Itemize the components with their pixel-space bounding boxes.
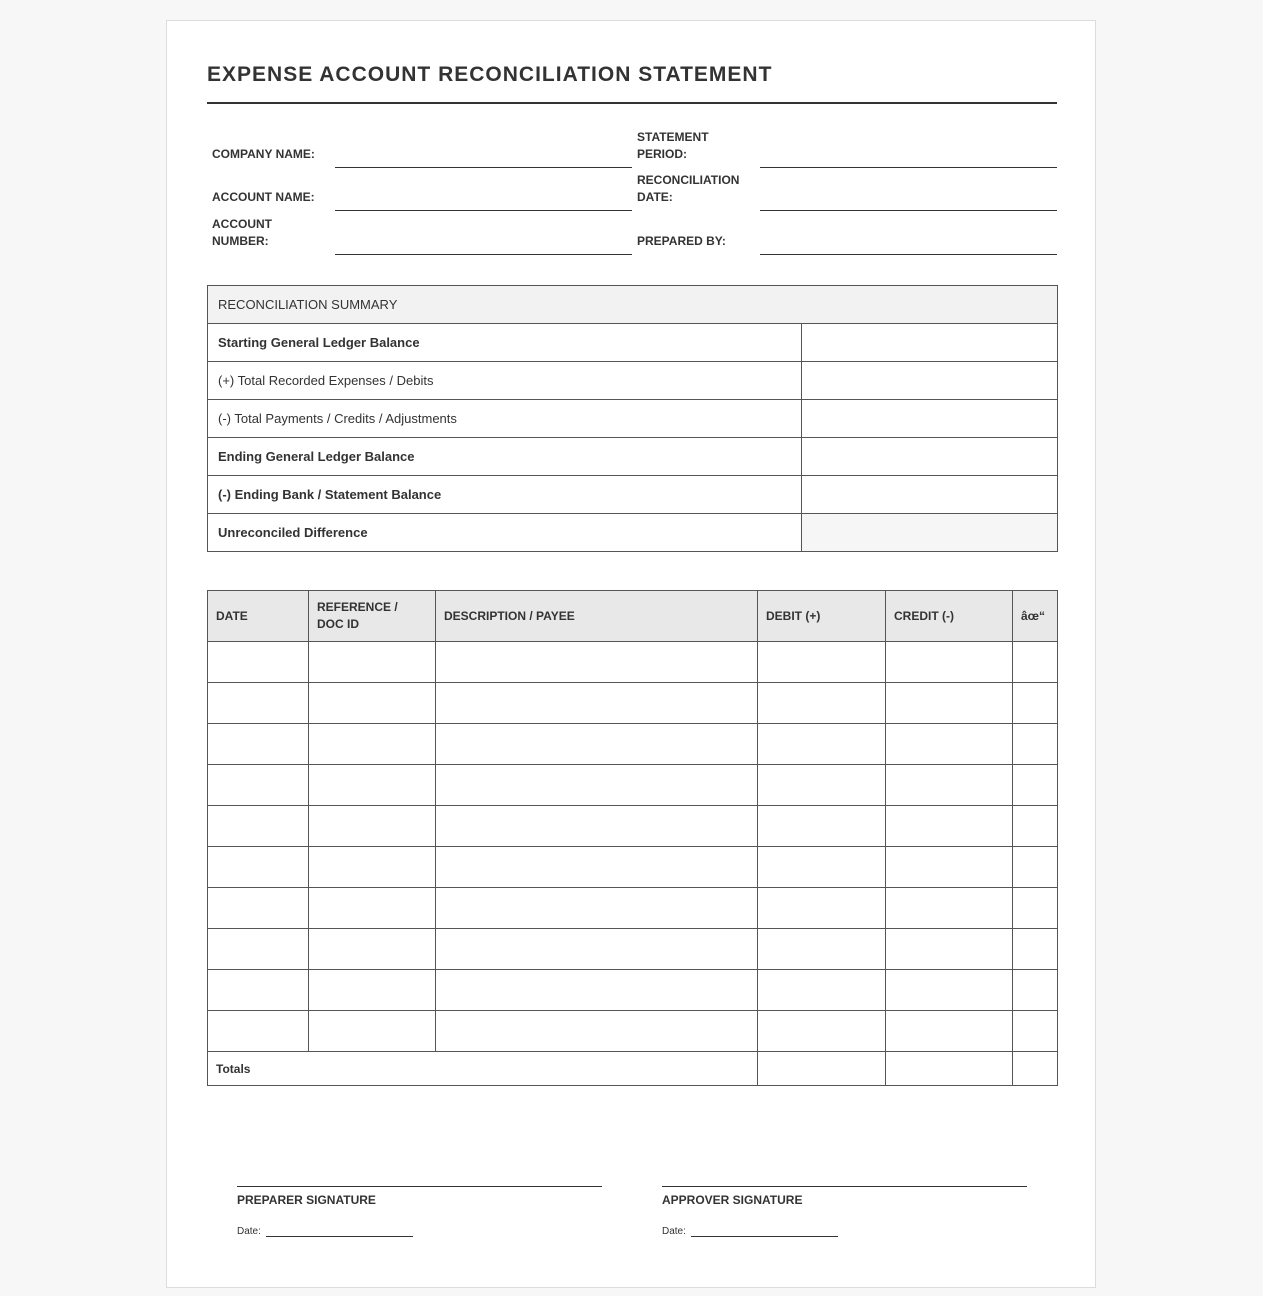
summary-row xyxy=(208,400,1058,438)
debit-cell[interactable] xyxy=(758,806,886,847)
credit-cell[interactable] xyxy=(886,765,1013,806)
check-cell[interactable] xyxy=(1013,888,1058,929)
table-row xyxy=(208,724,1058,765)
reference-cell[interactable] xyxy=(309,1011,436,1052)
summary-row-value[interactable] xyxy=(802,362,1058,400)
description-cell[interactable] xyxy=(436,888,758,929)
debit-cell[interactable] xyxy=(758,888,886,929)
reference-cell[interactable] xyxy=(309,724,436,765)
reconciliation-date-label-line2: DATE: xyxy=(637,190,673,204)
check-cell[interactable] xyxy=(1013,765,1058,806)
date-cell[interactable] xyxy=(208,1011,309,1052)
credit-cell[interactable] xyxy=(886,1011,1013,1052)
description-cell[interactable] xyxy=(436,1011,758,1052)
summary-row-label: Ending General Ledger Balance xyxy=(208,438,802,476)
column-header-credit: CREDIT (-) xyxy=(886,591,1013,642)
reference-cell[interactable] xyxy=(309,929,436,970)
description-cell[interactable] xyxy=(436,765,758,806)
table-row xyxy=(208,970,1058,1011)
column-header-description: DESCRIPTION / PAYEE xyxy=(436,591,758,642)
column-header-debit: DEBIT (+) xyxy=(758,591,886,642)
statement-period-field[interactable] xyxy=(760,167,1057,168)
approver-signature-label: APPROVER SIGNATURE xyxy=(662,1193,803,1207)
debit-cell[interactable] xyxy=(758,847,886,888)
summary-row-value[interactable] xyxy=(802,324,1058,362)
date-cell[interactable] xyxy=(208,642,309,683)
table-row xyxy=(208,847,1058,888)
totals-credit-cell[interactable] xyxy=(886,1052,1013,1086)
account-number-label-line2: NUMBER: xyxy=(212,234,269,248)
company-name-label: COMPANY NAME: xyxy=(212,147,315,161)
debit-cell[interactable] xyxy=(758,765,886,806)
reference-cell[interactable] xyxy=(309,642,436,683)
summary-row xyxy=(208,514,1058,552)
document-page xyxy=(166,20,1096,1288)
table-row xyxy=(208,1011,1058,1052)
totals-row xyxy=(208,1052,1058,1086)
prepared-by-label: PREPARED BY: xyxy=(637,234,726,248)
table-row xyxy=(208,765,1058,806)
totals-label: Totals xyxy=(208,1052,758,1086)
summary-row xyxy=(208,324,1058,362)
description-cell[interactable] xyxy=(436,929,758,970)
account-name-field[interactable] xyxy=(335,210,632,211)
preparer-signature-label: PREPARER SIGNATURE xyxy=(237,1193,376,1207)
column-header-reference-line1: REFERENCE / xyxy=(317,600,398,614)
reconciliation-summary-table xyxy=(207,285,1058,552)
date-cell[interactable] xyxy=(208,765,309,806)
reconciliation-date-field[interactable] xyxy=(760,210,1057,211)
summary-row-label: Starting General Ledger Balance xyxy=(208,324,802,362)
debit-cell[interactable] xyxy=(758,683,886,724)
debit-cell[interactable] xyxy=(758,642,886,683)
check-cell[interactable] xyxy=(1013,683,1058,724)
account-name-label: ACCOUNT NAME: xyxy=(212,190,315,204)
date-cell[interactable] xyxy=(208,683,309,724)
credit-cell[interactable] xyxy=(886,642,1013,683)
column-header-reference xyxy=(309,591,436,642)
title-divider xyxy=(207,102,1057,104)
summary-row-label: (-) Total Payments / Credits / Adjustments xyxy=(208,400,802,438)
reconciliation-date-label xyxy=(637,172,739,206)
summary-row-value[interactable] xyxy=(802,438,1058,476)
summary-row-value[interactable] xyxy=(802,514,1058,552)
date-cell[interactable] xyxy=(208,929,309,970)
description-cell[interactable] xyxy=(436,847,758,888)
totals-debit-cell[interactable] xyxy=(758,1052,886,1086)
reference-cell[interactable] xyxy=(309,806,436,847)
summary-row-value[interactable] xyxy=(802,476,1058,514)
reference-cell[interactable] xyxy=(309,888,436,929)
account-number-field[interactable] xyxy=(335,254,632,255)
preparer-date-label: Date: xyxy=(237,1226,261,1237)
column-header-reference-line2: DOC ID xyxy=(317,617,359,631)
summary-row-label: Unreconciled Difference xyxy=(208,514,802,552)
credit-cell[interactable] xyxy=(886,683,1013,724)
check-cell[interactable] xyxy=(1013,724,1058,765)
table-row xyxy=(208,806,1058,847)
statement-period-label-line2: PERIOD: xyxy=(637,147,688,161)
summary-row xyxy=(208,362,1058,400)
column-header-date: DATE xyxy=(208,591,309,642)
debit-cell[interactable] xyxy=(758,1011,886,1052)
reference-cell[interactable] xyxy=(309,765,436,806)
reconciliation-date-label-line1: RECONCILIATION xyxy=(637,173,740,187)
description-cell[interactable] xyxy=(436,724,758,765)
credit-cell[interactable] xyxy=(886,847,1013,888)
table-row xyxy=(208,929,1058,970)
credit-cell[interactable] xyxy=(886,888,1013,929)
description-cell[interactable] xyxy=(436,970,758,1011)
summary-row-label: (-) Ending Bank / Statement Balance xyxy=(208,476,802,514)
check-cell[interactable] xyxy=(1013,642,1058,683)
check-cell[interactable] xyxy=(1013,1011,1058,1052)
reference-cell[interactable] xyxy=(309,683,436,724)
date-cell[interactable] xyxy=(208,970,309,1011)
debit-cell[interactable] xyxy=(758,929,886,970)
summary-row-label: (+) Total Recorded Expenses / Debits xyxy=(208,362,802,400)
credit-cell[interactable] xyxy=(886,970,1013,1011)
debit-cell[interactable] xyxy=(758,970,886,1011)
summary-row xyxy=(208,438,1058,476)
credit-cell[interactable] xyxy=(886,806,1013,847)
credit-cell[interactable] xyxy=(886,929,1013,970)
check-cell[interactable] xyxy=(1013,806,1058,847)
summary-row-value[interactable] xyxy=(802,400,1058,438)
description-cell[interactable] xyxy=(436,683,758,724)
check-cell[interactable] xyxy=(1013,929,1058,970)
account-number-label-line1: ACCOUNT xyxy=(212,217,272,231)
check-cell[interactable] xyxy=(1013,970,1058,1011)
reference-cell[interactable] xyxy=(309,847,436,888)
table-row xyxy=(208,888,1058,929)
date-cell[interactable] xyxy=(208,806,309,847)
date-cell[interactable] xyxy=(208,888,309,929)
date-cell[interactable] xyxy=(208,724,309,765)
statement-period-label-line1: STATEMENT xyxy=(637,130,709,144)
column-header-check: âœ“ xyxy=(1013,591,1058,642)
totals-check-cell[interactable] xyxy=(1013,1052,1058,1086)
debit-cell[interactable] xyxy=(758,724,886,765)
date-cell[interactable] xyxy=(208,847,309,888)
description-cell[interactable] xyxy=(436,806,758,847)
check-cell[interactable] xyxy=(1013,847,1058,888)
approver-signature-line[interactable] xyxy=(662,1186,1027,1187)
preparer-date-field[interactable] xyxy=(266,1236,413,1237)
credit-cell[interactable] xyxy=(886,724,1013,765)
description-cell[interactable] xyxy=(436,642,758,683)
table-row xyxy=(208,683,1058,724)
account-number-label xyxy=(212,216,272,250)
page-title: EXPENSE ACCOUNT RECONCILIATION STATEMENT xyxy=(207,63,773,86)
reference-cell[interactable] xyxy=(309,970,436,1011)
table-row xyxy=(208,642,1058,683)
summary-header: RECONCILIATION SUMMARY xyxy=(208,286,1058,324)
preparer-signature-line[interactable] xyxy=(237,1186,602,1187)
statement-period-label xyxy=(637,129,709,163)
ledger-table xyxy=(207,590,1058,1086)
approver-date-label: Date: xyxy=(662,1226,686,1237)
summary-row xyxy=(208,476,1058,514)
prepared-by-field[interactable] xyxy=(760,254,1057,255)
approver-date-field[interactable] xyxy=(691,1236,838,1237)
company-name-field[interactable] xyxy=(335,167,632,168)
